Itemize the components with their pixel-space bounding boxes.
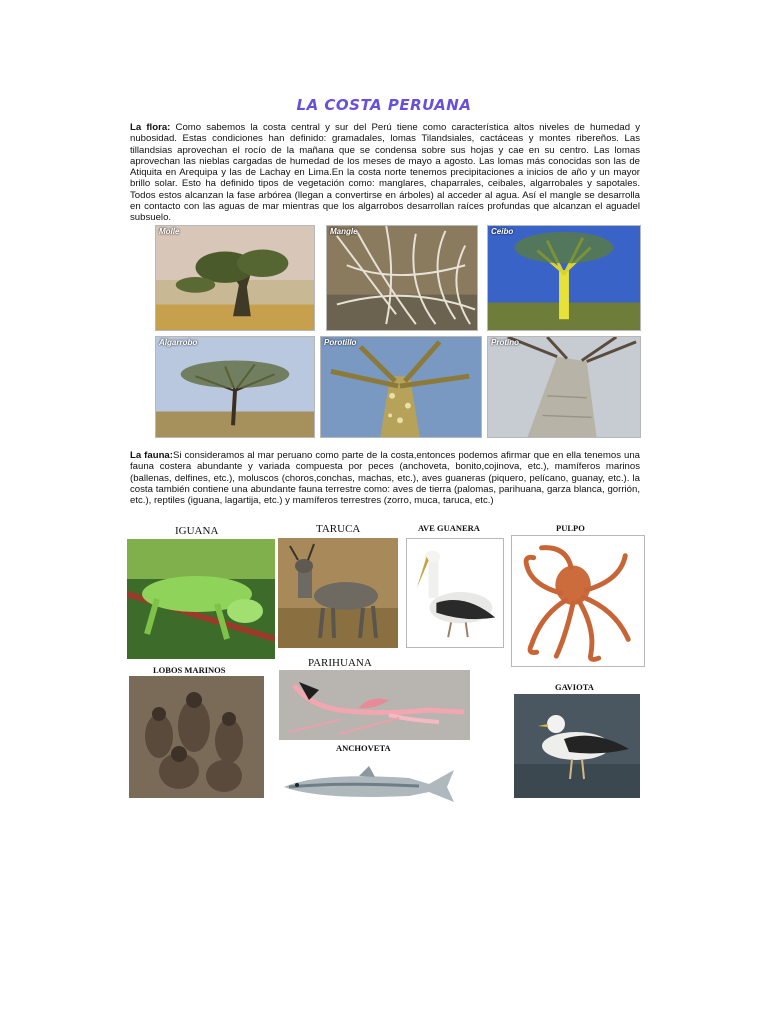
photo-label-algarrobo: Algarrobo xyxy=(159,338,198,347)
label-taruca: TARUCA xyxy=(316,523,361,535)
photo-pulpo xyxy=(511,535,645,667)
photo-gaviota xyxy=(514,694,640,798)
label-ave-guanera: AVE GUANERA xyxy=(418,523,480,533)
photo-anchoveta xyxy=(279,760,459,810)
label-gaviota: GAVIOTA xyxy=(555,682,594,692)
photo-label-ceibo: Ceibo xyxy=(491,227,514,236)
fauna-paragraph xyxy=(130,450,640,506)
photo-label-porotillo: Porotillo xyxy=(324,338,357,347)
photo-porotillo xyxy=(320,336,482,438)
photo-molle xyxy=(155,225,315,331)
fauna-text: Si consideramos al mar peruano como parte de la costa,entonces podemos afirmar que en ella tenemos una fauna costera abundante y variada compuesta por peces (anchoveta, bonito,cojinova, etc.), mamíferos marinos (ballenas, delfines, etc.), moluscos (choros,conchas, machas, etc.), aves guaneras (piquero, pelícano, guanay, etc.). la costa también contiene una abundante fauna terrestre como: aves de tierra (palomas, parihuana, garza blanca, gorrión, etc.), reptiles (iguana, lagartija, etc.) y mamíferos terrestres (zorro, muca, taruca, etc.) xyxy=(130,450,640,507)
photo-lobos-marinos xyxy=(129,676,264,798)
photo-ave-guanera xyxy=(406,538,504,648)
photo-label-mangle: Mangle xyxy=(330,227,358,236)
label-pulpo: PULPO xyxy=(556,523,585,533)
label-anchoveta: ANCHOVETA xyxy=(336,743,391,753)
photo-iguana xyxy=(127,539,275,659)
flora-paragraph xyxy=(130,122,640,224)
photo-label-protino: Protino xyxy=(491,338,519,347)
photo-mangle xyxy=(326,225,478,331)
photo-protino xyxy=(487,336,641,438)
photo-ceibo xyxy=(487,225,641,331)
photo-algarrobo xyxy=(155,336,315,438)
fauna-label: La fauna: xyxy=(130,450,173,461)
flora-label: La flora: xyxy=(130,122,171,133)
page-title: LA COSTA PERUANA xyxy=(296,96,472,114)
photo-parihuana xyxy=(279,670,470,740)
label-lobos-marinos: LOBOS MARINOS xyxy=(153,665,226,675)
flora-text: Como sabemos la costa central y sur del Perú tiene como característica altos niveles de humedad y nubosidad. Estas condiciones han definido: gramadales, lomas Tilandsiales, cactáceas y montes ribereños. Las tillandsias aprovechan el rocío de la mañana que se condensa sobre sus hojas y cae en su centro. Las lomas aprovechan las nieblas cargadas de humedad de los meses de mayo a agosto. Las lomas más conocidas son las de Atiquita en Arequipa y las de Lachay en Lima.En la costa norte tenemos precipitaciones a inicios de año y un mayor brillo solar. Esto ha definido tipos de vegetación como: manglares, chaparrales, ceibales, algarrobales y sapotales. Todos estos alcanzan la fase arbórea (llegan a convertirse en árboles) al acceder al agua. Así el mangle se desarrolla en contacto con las aguas de mar mientras que los algarrobos desarrollan raíces profundas que alcanzan el aguadel subsuelo. xyxy=(130,122,640,224)
label-iguana: IGUANA xyxy=(175,525,219,537)
photo-taruca xyxy=(278,538,398,648)
label-parihuana: PARIHUANA xyxy=(308,657,372,669)
photo-label-molle: Molle xyxy=(159,227,180,236)
